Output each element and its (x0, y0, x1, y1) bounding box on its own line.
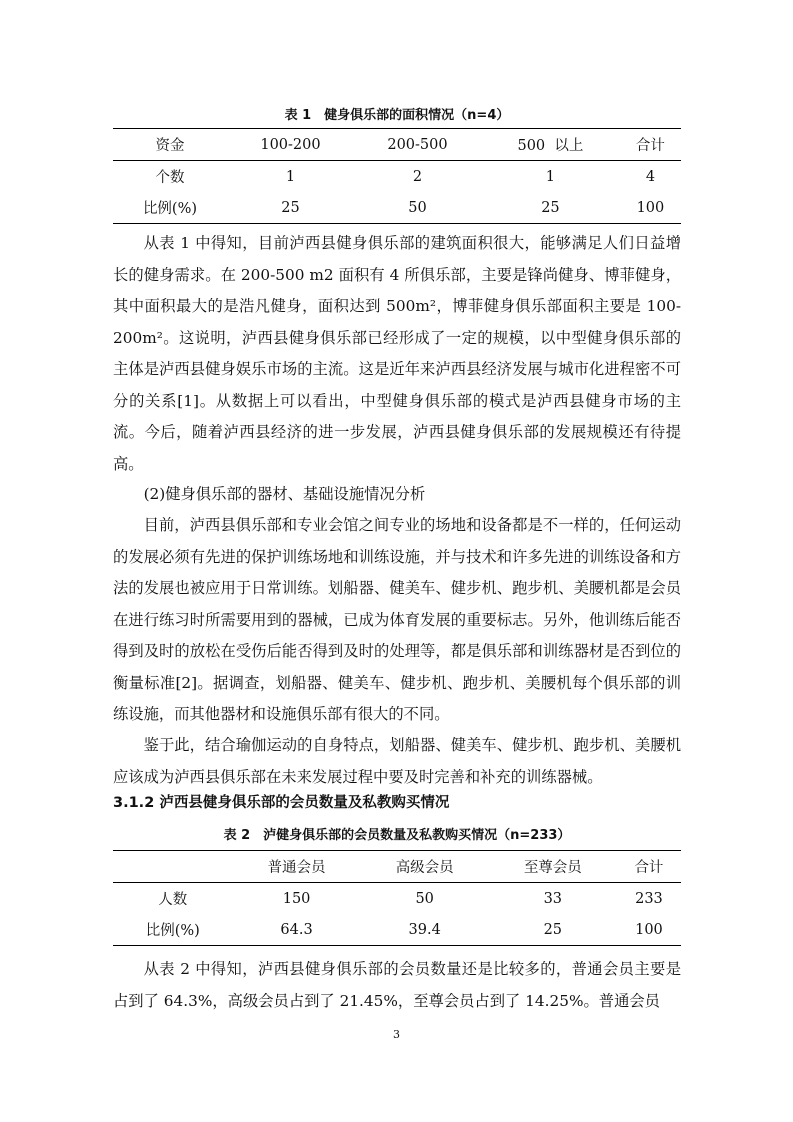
table-row (113, 914, 681, 946)
table-header-cell: 500 以上 (517, 138, 584, 154)
table-row (113, 192, 681, 224)
table-cell: 2 (412, 168, 423, 185)
table-header-row (113, 851, 681, 883)
table-header-cell: 高级会员 (395, 860, 454, 876)
table-cell: 100 (636, 199, 665, 216)
table-cell: 人数 (158, 892, 188, 908)
table-header-cell: 100-200 (260, 136, 321, 153)
paragraph-table1-analysis: 从表 1 中得知，目前泸西县健身俱乐部的建筑面积很大，能够满足人们日益增长的健身需求。在 200-500 m2 面积有 4 所俱乐部，主要是锋尚健身、博菲健身，其中面积最大的是浩凡健身，面积达到 500m²，博菲健身俱乐部面积主要是 100-200m²。这说明，泸西县健身俱乐部已经形成了一定的规模，以中型健身俱乐部的主体是泸西县健身娱乐市场的主流。这是近年来泸西县经济发展与城市化进程密不可分的关系[1]。从数据上可以看出，中型健身俱乐部的模式是泸西县健身市场的主流。今后，随着泸西县经济的进一步发展，泸西县健身俱乐部的发展规模还有待提高。 (113, 234, 681, 473)
table-cell: 比例(%) (145, 923, 200, 939)
section-heading: 3.1.2 泸西县健身俱乐部的会员数量及私教购买情况 (113, 795, 450, 811)
table-cell: 100 (635, 921, 663, 938)
paragraph-conclusion: 鉴于此，结合瑜伽运动的自身特点，划船器、健美车、健步机、跑步机、美腰机应该成为泸西县俱乐部在未来发展过程中要及时完善和补充的训练器械。 (113, 736, 681, 786)
table-row (113, 883, 681, 915)
table-header-row (113, 129, 681, 161)
table-cell: 25 (543, 921, 563, 938)
table-cell: 个数 (155, 170, 185, 186)
table-cell: 1 (545, 168, 556, 185)
table-header-cell: 资金 (155, 138, 185, 154)
table-header-cell: 普通会员 (267, 860, 326, 876)
table-cell: 233 (635, 890, 663, 907)
table-cell: 33 (543, 890, 563, 907)
table-row (113, 161, 681, 193)
table2-caption: 表 2 泸健身俱乐部的会员数量及私教购买情况（n=233） (223, 828, 571, 843)
table-cell: 50 (415, 890, 434, 907)
page-number: 3 (393, 1028, 400, 1041)
table2-membership-stats (113, 850, 681, 946)
table-cell: 39.4 (408, 921, 441, 938)
table-header-cell: 合计 (635, 138, 665, 154)
table-cell: 25 (541, 199, 560, 216)
table1-area-stats (113, 128, 681, 224)
table-cell: 50 (408, 199, 427, 216)
table-cell: 1 (285, 168, 296, 185)
table-header-cell: 至尊会员 (523, 860, 582, 876)
table1-caption: 表 1 健身俱乐部的面积情况（n=4） (284, 108, 510, 123)
table-header-cell: 200-500 (387, 136, 448, 153)
table-cell: 25 (281, 199, 300, 216)
table-cell: 比例(%) (142, 201, 198, 217)
table-cell: 64.3 (280, 921, 313, 938)
table-header-cell: 合计 (634, 860, 664, 876)
table-cell: 150 (282, 890, 311, 907)
paragraph-equipment-analysis: 目前，泸西县俱乐部和专业会馆之间专业的场地和设备都是不一样的，任何运动的发展必须有先进的保护训练场地和训练设施，并与技术和许多先进的训练设备和方法的发展也被应用于日常训练。划船器、健美车、健步机、跑步机、美腰机都是会员在进行练习时所需要用到的器械，已成为体育发展的重要标志。另外，他训练后能否得到及时的放松在受伤后能否得到及时的处理等，都是俱乐部和训练器材是否到位的衡量标准[2]。据调查，划船器、健美车、健步机、跑步机、美腰机每个俱乐部的训练设施，而其他器材和设施俱乐部有很大的不同。 (113, 516, 681, 723)
table-cell: 4 (645, 168, 656, 185)
table-header-cell (113, 851, 233, 883)
paragraph-equipment-heading: (2)健身俱乐部的器材、基础设施情况分析 (143, 485, 426, 503)
paragraph-table2-analysis: 从表 2 中得知，泸西县健身俱乐部的会员数量还是比较多的，普通会员主要是占到了 64.3%，高级会员占到了 21.45%，至尊会员占到了 14.25%。普通会员 (113, 960, 681, 1010)
